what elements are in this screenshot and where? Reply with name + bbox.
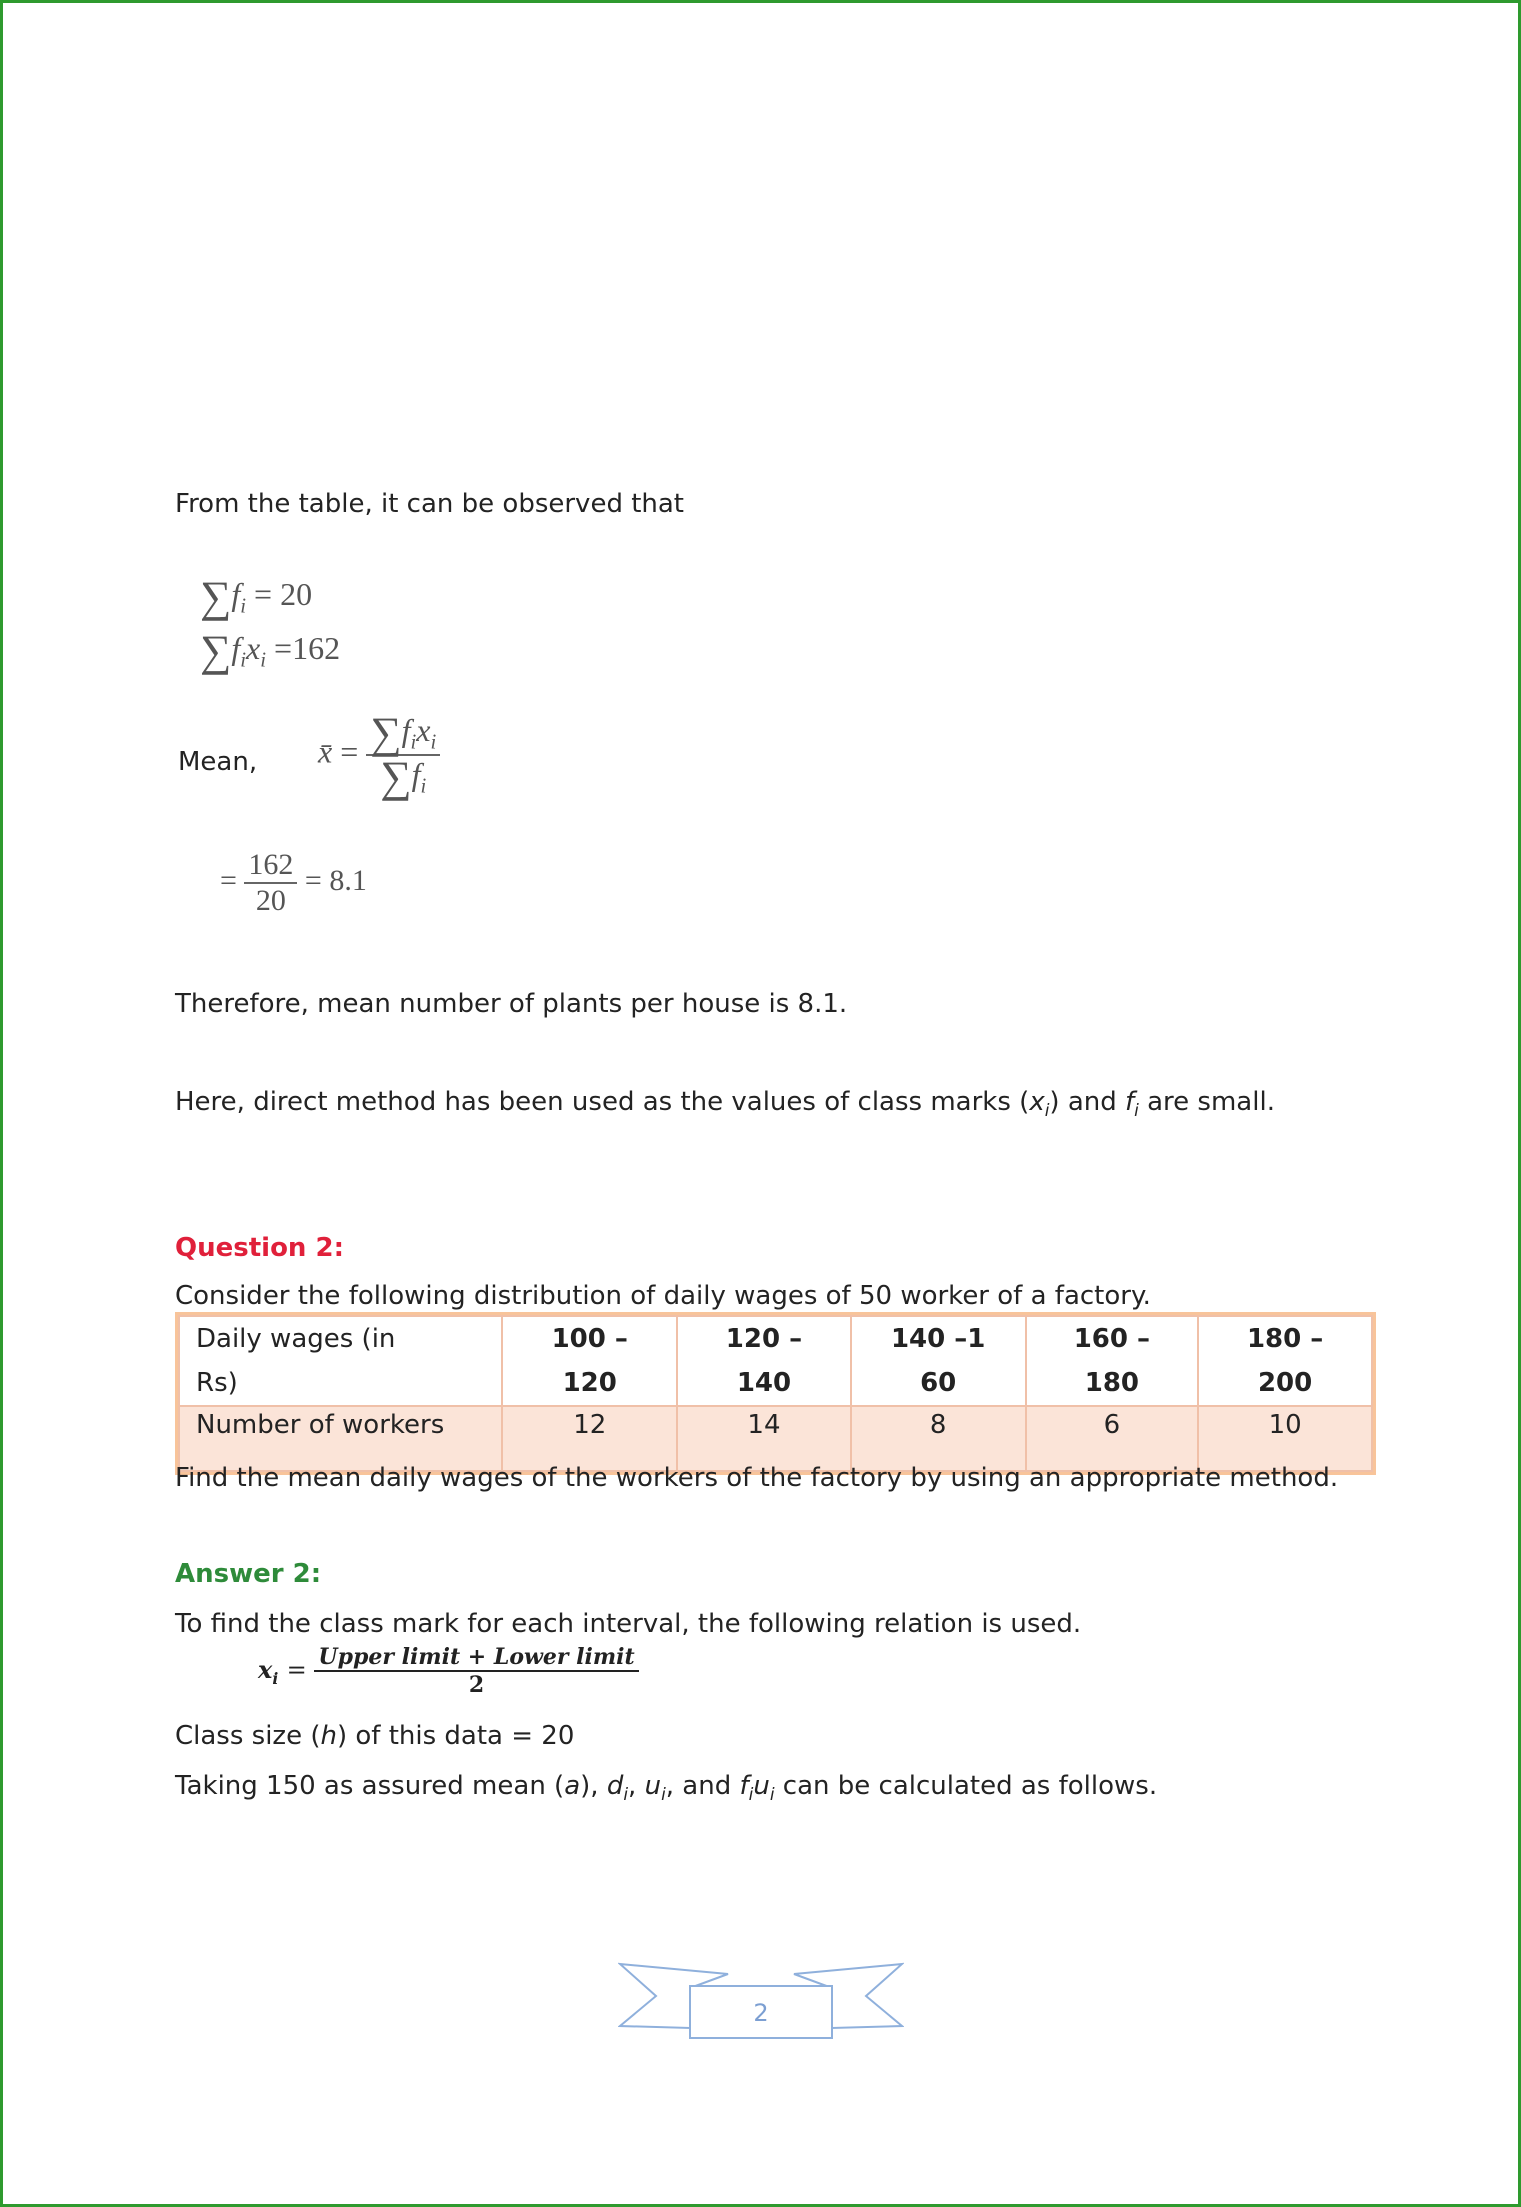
interval-cell: 180 – 200 xyxy=(1198,1316,1372,1406)
interval-cell: 140 –1 60 xyxy=(851,1316,1026,1406)
assumed-mean-note: Taking 150 as assured mean (a), $d_i$, $u_i$, and $f_iu_i$ can be calculated as follows. xyxy=(175,1771,1158,1805)
frequency-cell: 10 xyxy=(1198,1406,1372,1471)
frequency-cell: 6 xyxy=(1026,1406,1199,1471)
class-size: Class size (h) of this data = 20 xyxy=(175,1721,575,1751)
interval-cell: 160 – 180 xyxy=(1026,1316,1199,1406)
mean-formula: x̄ = $\frac{\sum f_ix_i}{\sum f_i}$ xyxy=(318,712,440,799)
answer-intro: To find the class mark for each interval, the following relation is used. xyxy=(175,1609,1082,1639)
question-heading: Question 2: xyxy=(175,1233,344,1263)
wages-table xyxy=(178,1315,1373,1472)
question-task: Find the mean daily wages of the workers of the factory by using an appropriate method. xyxy=(175,1463,1339,1493)
sum-fx-equation: $\sum f_ix_i =162$ xyxy=(200,626,341,676)
method-note: Here, direct method has been used as the values of class marks $(x_i)$ and $f_i$ are small. xyxy=(175,1087,1275,1121)
answer-heading: Answer 2: xyxy=(175,1559,322,1589)
header-label: Daily wages (in Rs) xyxy=(179,1316,502,1406)
mean-calculation: = $\frac{162}{20}$ = 8.1 xyxy=(220,848,367,917)
frequency-cell: 12 xyxy=(502,1406,677,1471)
sum-f-equation: $\sum f_i = 20$ xyxy=(200,572,313,622)
mean-conclusion: Therefore, mean number of plants per house is 8.1. xyxy=(175,989,848,1019)
interval-cell: 100 – 120 xyxy=(502,1316,677,1406)
page-number: 2 xyxy=(753,1999,769,2027)
question-prompt: Consider the following distribution of daily wages of 50 worker of a factory. xyxy=(175,1281,1151,1311)
mean-label: Mean, xyxy=(178,747,258,777)
frequency-cell: 8 xyxy=(851,1406,1026,1471)
observation-intro: From the table, it can be observed that xyxy=(175,489,685,519)
interval-cell: 120 – 140 xyxy=(677,1316,851,1406)
row-label: Number of workers xyxy=(179,1406,502,1471)
class-mark-formula: $x_i$ = $\frac{\text{Upper limit + Lower limit}}{2}$ xyxy=(258,1644,639,1698)
table-header-row xyxy=(179,1316,1372,1406)
frequency-cell: 14 xyxy=(677,1406,851,1471)
page-number-banner xyxy=(618,1958,904,2040)
